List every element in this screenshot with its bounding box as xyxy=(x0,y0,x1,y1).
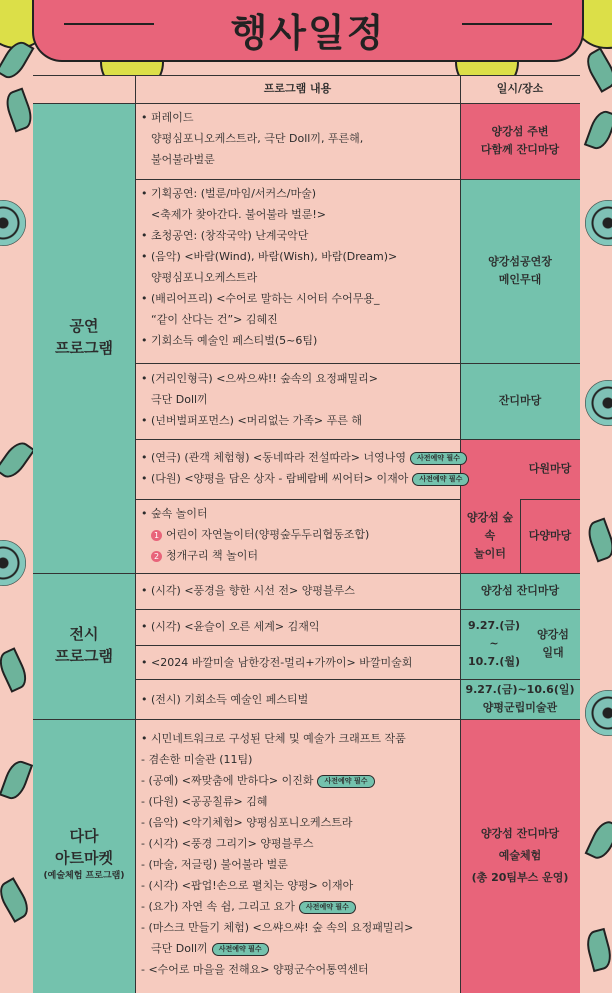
loc-text: 10.7.(월) xyxy=(468,655,520,668)
flower-icon xyxy=(585,380,612,426)
schedule-table xyxy=(33,75,580,993)
loc-exhi-4 xyxy=(460,679,580,719)
title-banner xyxy=(32,0,584,62)
list-item: 극단 Doll끼 xyxy=(151,393,208,406)
reservation-badge: 사전예약 필수 xyxy=(299,901,356,914)
loc-exhi-1: 양강섬 잔디마당 xyxy=(480,584,560,597)
reservation-badge: 사전예약 필수 xyxy=(410,452,467,465)
leaf-icon xyxy=(2,87,36,132)
leaf-icon xyxy=(0,647,31,693)
loc-text: (총 20팀부스 운영) xyxy=(471,871,569,884)
list-item: • (연극) (관객 체험형) <동네따라 전설따라> 너영나영 xyxy=(141,451,406,464)
list-item: 양평심포니오케스트라 xyxy=(151,271,258,284)
list-item: 극단 Doll끼 xyxy=(151,942,208,955)
reservation-badge: 사전예약 필수 xyxy=(412,473,469,486)
header-when-where: 일시/장소 xyxy=(496,82,544,95)
loc-text: 양강섬공연장 xyxy=(488,255,552,268)
list-item: • 초청공연: (창작국악) 난계국악단 xyxy=(141,229,309,242)
header-program: 프로그램 내용 xyxy=(263,82,332,95)
grid-line xyxy=(135,499,460,500)
perf-parade xyxy=(141,107,363,170)
list-item: - (시각) <팝업!손으로 펼치는 양평> 이재아 xyxy=(141,879,354,892)
grid-line xyxy=(135,645,460,646)
perf-main-stage xyxy=(141,183,397,351)
loc-text: 예술체험 xyxy=(498,849,542,862)
list-item: • (음악) <바람(Wind), 바람(Wish), 바람(Dream)> xyxy=(141,250,398,263)
grid-line xyxy=(135,75,136,993)
leaf-icon xyxy=(584,107,612,152)
list-item: - (마스크 만들기 체험) <으쌰으쌰! 숲 속의 요정패밀리> xyxy=(141,921,414,934)
list-item: 양평심포니오케스트라, 극단 Doll끼, 푸른해, xyxy=(151,132,364,145)
loc-text: 9.27.(금) xyxy=(468,619,520,632)
loc-text: 다함께 잔디마당 xyxy=(480,143,560,156)
list-item: • (넌버벌퍼포먼스) <머리없는 가족> 푸른 해 xyxy=(141,414,363,427)
loc-market xyxy=(460,719,580,993)
category-exhibition xyxy=(33,623,135,667)
loc-text: 양평군립미술관 xyxy=(482,701,558,714)
category-performance-line2: 프로그램 xyxy=(55,339,113,357)
leaf-icon xyxy=(585,817,612,863)
leaf-icon xyxy=(583,928,612,972)
loc-text: 9.27.(금)~10.6(일) xyxy=(465,683,575,696)
leaf-icon xyxy=(581,47,612,93)
exhi-3: • <2024 바깔미술 남한강전-멀리+가까이> 바깔미술회 xyxy=(141,656,413,669)
category-performance-line1: 공연 xyxy=(69,317,99,335)
perf-dawon xyxy=(141,447,469,489)
loc-text: 양강섬 숲 xyxy=(466,511,514,524)
list-item: - 겸손한 미술관 (11팀) xyxy=(141,753,253,766)
list-item: 불어불라벌룬 xyxy=(151,153,215,166)
loc-exhi-date xyxy=(460,609,528,679)
list-item: • 기획공연: (벌룬/마임/서커스/마술) xyxy=(141,187,317,200)
list-item: • (다원) <양평을 담은 상자 - 람베람베 씨어터> 이재아 xyxy=(141,472,409,485)
category-market-line1: 다다 xyxy=(69,827,99,845)
loc-exhi-place xyxy=(526,609,580,679)
category-market-line2: 아트마켓 xyxy=(55,849,113,867)
list-item: - (음악) <악기체험> 양평심포니오케스트라 xyxy=(141,816,353,829)
loc-dawon: 다원마당 xyxy=(528,462,572,475)
loc-text: 양강섬 주변 xyxy=(491,125,549,138)
reservation-badge: 사전예약 필수 xyxy=(212,943,269,956)
perf-lawn xyxy=(141,368,378,431)
perf-forest xyxy=(141,503,369,566)
market-list xyxy=(141,728,413,980)
number-2-icon: 2 xyxy=(151,551,162,562)
list-item: - (공예) <짜맞춤에 반하다> 이진화 xyxy=(141,774,314,787)
flower-icon xyxy=(0,200,26,246)
list-item: 청개구리 책 놀이터 xyxy=(166,549,259,562)
grid-line xyxy=(33,75,580,76)
list-item: “같이 산다는 건”> 김혜진 xyxy=(151,313,278,326)
list-item: • 기회소득 예술인 페스티벌(5~6팀) xyxy=(141,334,318,347)
list-item: - (다원) <공공칠류> 김혜 xyxy=(141,795,268,808)
leaf-icon xyxy=(0,437,35,482)
number-1-icon: 1 xyxy=(151,530,162,541)
loc-parade xyxy=(460,103,580,179)
loc-text: 양강섬 잔디마당 xyxy=(480,827,560,840)
page-title: 행사일정 xyxy=(230,11,386,55)
list-item: - <수어로 마을을 전해요> 양평군수어통역센터 xyxy=(141,963,369,976)
reservation-badge: 사전예약 필수 xyxy=(317,775,374,788)
category-performance xyxy=(33,315,135,359)
loc-dayang: 다양마당 xyxy=(528,529,572,542)
list-item: • 숲속 놀이터 xyxy=(141,507,208,520)
flower-icon xyxy=(0,540,26,586)
category-exhibition-line2: 프로그램 xyxy=(55,647,113,665)
list-item: <축제가 찾아간다. 불어불라 벌룬!> xyxy=(151,208,326,221)
loc-lawn: 잔디마당 xyxy=(498,394,542,407)
loc-text: ~ xyxy=(489,637,499,650)
leaf-icon xyxy=(0,757,33,802)
flower-icon xyxy=(585,200,612,246)
loc-text: 메인무대 xyxy=(498,273,542,286)
exhi-4: • (전시) 기회소득 예술인 페스티벌 xyxy=(141,693,309,706)
list-item: 어린이 자연놀이터(양평숲두두리협동조합) xyxy=(166,528,370,541)
category-market xyxy=(33,825,135,883)
list-item: • 퍼레이드 xyxy=(141,111,194,124)
list-item: • 시민네트워크로 구성된 단체 및 예술가 크래프트 작품 xyxy=(141,732,406,745)
loc-main-stage xyxy=(460,179,580,363)
grid-line xyxy=(135,439,580,440)
leaf-icon xyxy=(0,877,34,923)
list-item: • (배리어프리) <수어로 말하는 시어터 수어무용_ xyxy=(141,292,380,305)
loc-text: 양강섬 xyxy=(537,628,569,641)
list-item: - (마술, 저글링) 불어불라 벌룬 xyxy=(141,858,288,871)
leaf-icon xyxy=(584,517,612,562)
loc-text: 일대 xyxy=(542,646,564,659)
list-item: • (거리인형극) <으싸으쌰!! 숲속의 요정패밀리> xyxy=(141,372,378,385)
loc-forest xyxy=(460,499,520,573)
loc-text: 놀이터 xyxy=(474,547,506,560)
category-market-note: (예술체험 프로그램) xyxy=(43,871,125,881)
exhi-2: • (시각) <윤슬이 오른 세계> 김재익 xyxy=(141,620,320,633)
list-item: - (시각) <풍경 그리기> 양평블루스 xyxy=(141,837,314,850)
category-exhibition-line1: 전시 xyxy=(69,625,99,643)
exhi-1: • (시각) <풍경을 향한 시선 전> 양평블루스 xyxy=(141,584,355,597)
list-item: - (요가) 자연 속 쉼, 그리고 요가 xyxy=(141,900,295,913)
loc-text: 속 xyxy=(484,529,496,542)
flower-icon xyxy=(585,690,612,736)
